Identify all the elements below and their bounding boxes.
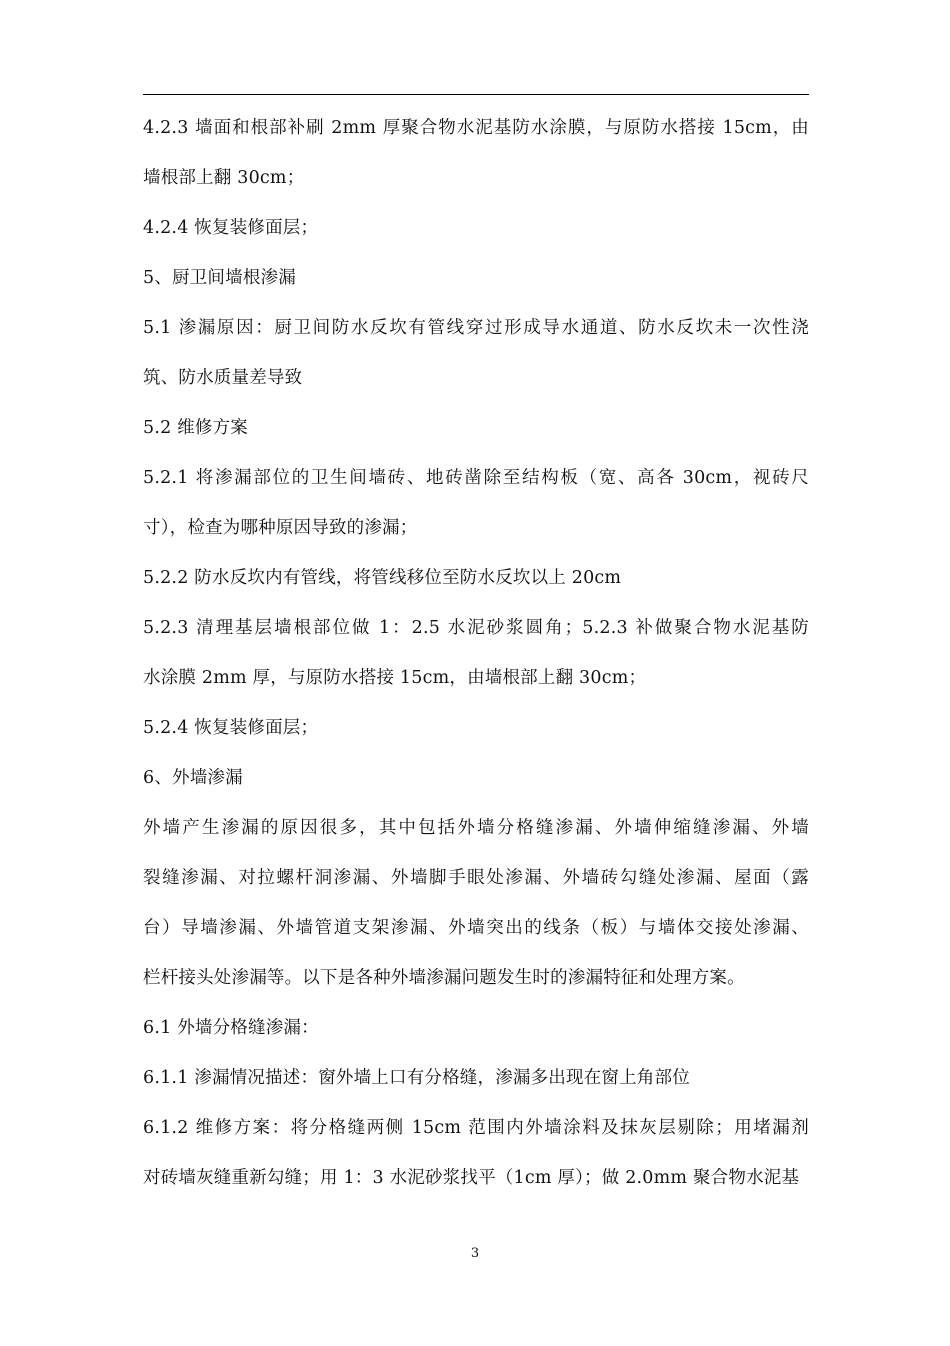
text-line: 5.2.3 清理基层墙根部位做 1：2.5 水泥砂浆圆角；5.2.3 补做聚合物水泥基防 [143, 618, 809, 638]
text-line: 5.2 维修方案 [143, 418, 248, 438]
text-line: 台）导墙渗漏、外墙管道支架渗漏、外墙突出的线条（板）与墙体交接处渗漏、 [143, 918, 809, 938]
document-body [143, 108, 809, 1208]
text-line: 5.1 渗漏原因：厨卫间防水反坎有管线穿过形成导水通道、防水反坎未一次性浇 [143, 318, 809, 338]
text-line: 4.2.3 墙面和根部补刷 2mm 厚聚合物水泥基防水涂膜，与原防水搭接 15cm，由 [143, 118, 809, 138]
header-rule [143, 94, 809, 95]
text-line: 对砖墙灰缝重新勾缝；用 1：3 水泥砂浆找平（1cm 厚）；做 2.0mm 聚合物水泥基 [143, 1168, 800, 1188]
text-line: 6.1 外墙分格缝渗漏： [143, 1018, 319, 1038]
text-line: 6、外墙渗漏 [143, 768, 243, 788]
text-line: 5、厨卫间墙根渗漏 [143, 268, 296, 288]
text-line: 5.2.1 将渗漏部位的卫生间墙砖、地砖凿除至结构板（宽、高各 30cm，视砖尺 [143, 468, 809, 488]
text-line: 5.2.2 防水反坎内有管线，将管线移位至防水反坎以上 20cm [143, 568, 622, 588]
text-line: 6.1.2 维修方案：将分格缝两侧 15cm 范围内外墙涂料及抹灰层剔除；用堵漏剂 [143, 1118, 809, 1138]
text-line: 裂缝渗漏、对拉螺杆洞渗漏、外墙脚手眼处渗漏、外墙砖勾缝处渗漏、屋面（露 [143, 868, 809, 888]
text-line: 5.2.4 恢复装修面层； [143, 718, 319, 738]
page-number: 3 [470, 1246, 480, 1261]
text-line: 外墙产生渗漏的原因很多，其中包括外墙分格缝渗漏、外墙伸缩缝渗漏、外墙 [143, 818, 809, 838]
text-line: 筑、防水质量差导致 [143, 368, 303, 388]
text-line: 墙根部上翻 30cm； [143, 168, 305, 188]
text-line: 4.2.4 恢复装修面层； [143, 218, 319, 238]
text-line: 6.1.1 渗漏情况描述：窗外墙上口有分格缝，渗漏多出现在窗上角部位 [143, 1068, 690, 1088]
text-line: 栏杆接头处渗漏等。以下是各种外墙渗漏问题发生时的渗漏特征和处理方案。 [143, 968, 745, 988]
text-line: 水涂膜 2mm 厚，与原防水搭接 15cm，由墙根部上翻 30cm； [143, 668, 647, 688]
text-line: 寸），检查为哪种原因导致的渗漏； [143, 518, 418, 538]
